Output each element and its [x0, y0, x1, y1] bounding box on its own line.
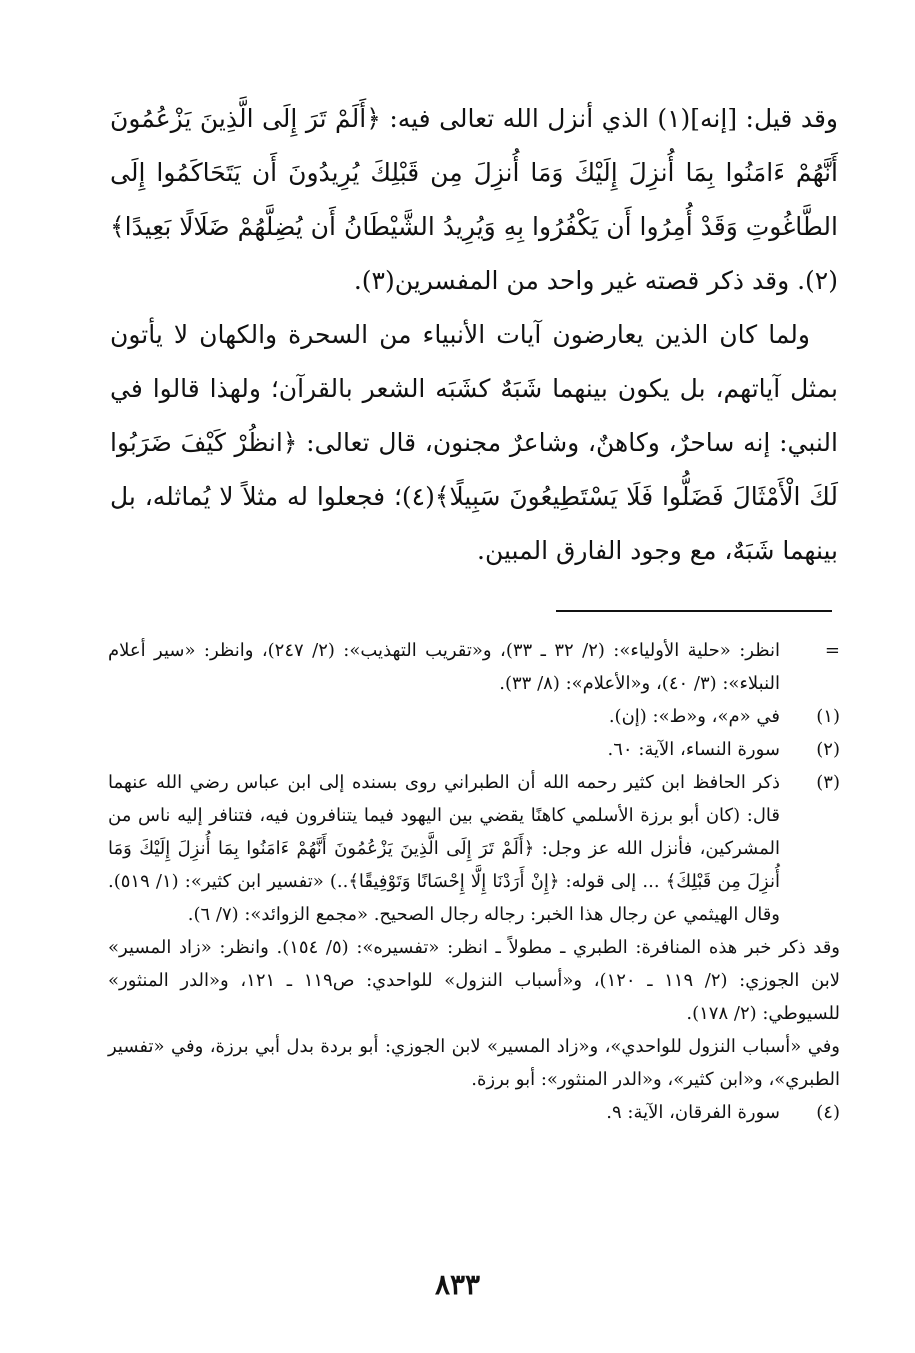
main-text — [110, 92, 838, 578]
footnote-number: (٣) — [816, 772, 840, 793]
footnote-text: سورة الفرقان، الآية: ٩. — [606, 1102, 780, 1123]
footnote-number: (٤) — [816, 1102, 840, 1123]
footnote-3-continued-b — [108, 1030, 840, 1096]
footnote-text: وفي «أسباب النزول للواحدي»، و«زاد المسير» لابن الجوزي: أبو بردة بدل أبي برزة، وفي «تفسير الطبري»، و«ابن كثير»، و«الدر المنثور»: أبو برزة. — [108, 1036, 840, 1090]
footnote-marker: = — [824, 640, 840, 661]
footnote-text: في «م»، و«ط»: (إن). — [608, 706, 780, 727]
footnote-number: (٢) — [816, 739, 840, 760]
footnote-4 — [108, 1096, 840, 1129]
footnote-text: سورة النساء، الآية: ٦٠. — [607, 739, 780, 760]
footnote-text: انظر: «حلية الأولياء»: (٢/ ٣٢ ـ ٣٣)، و«تقريب التهذيب»: (٢/ ٢٤٧)، وانظر: «سير أعلام النبلاء»: (٣/ ٤٠)، و«الأعلام»: (٨/ ٣٣). — [108, 640, 781, 694]
footnote-3 — [108, 766, 840, 931]
paragraph-1: وقد قيل: [إنه](١) الذي أنزل الله تعالى فيه: ﴿أَلَمْ تَرَ إِلَى الَّذِينَ يَزْعُمُونَ أَنَّهُمْ ءَامَنُوا بِمَا أُنزِلَ إِلَيْكَ وَمَا أُنزِلَ مِن قَبْلِكَ يُرِيدُونَ أَن يَتَحَاكَمُوا إِلَى الطَّاغُوتِ وَقَدْ أُمِرُوا أَن يَكْفُرُوا بِهِ وَيُرِيدُ الشَّيْطَانُ أَن يُضِلَّهُمْ ضَلَالًا بَعِيدًا﴾(٢). وقد ذكر قصته غير واحد من المفسرين(٣). — [110, 104, 838, 295]
page-number: ٨٣٣ — [434, 1268, 481, 1301]
footnote-continuation — [108, 634, 840, 700]
footnote-number: (١) — [816, 706, 840, 727]
footnotes — [108, 634, 840, 1129]
footnote-text: ذكر الحافظ ابن كثير رحمه الله أن الطبراني روى بسنده إلى ابن عباس رضي الله عنهما قال: (كان أبو برزة الأسلمي كاهنًا يقضي بين اليهود فيما يتنافرون فيه، فتنافر إليه ناس من المشركين، فأنزل الله عز وجل: ﴿أَلَمْ تَرَ إِلَى الَّذِينَ يَزْعُمُونَ أَنَّهُمْ ءَامَنُوا بِمَا أُنزِلَ إِلَيْكَ وَمَا أُنزِلَ مِن قَبْلِكَ﴾ ... إلى قوله: ﴿إِنْ أَرَدْنَا إِلَّا إِحْسَانًا وَتَوْفِيقًا﴾..) «تفسير ابن كثير»: (١/ ٥١٩). وقال الهيثمي عن رجال هذا الخبر: رجاله رجال الصحيح. «مجمع الزوائد»: (٧/ ٦). — [108, 772, 781, 925]
footnote-text: وقد ذكر خبر هذه المنافرة: الطبري ـ مطولاً ـ انظر: «تفسيره»: (٥/ ١٥٤). وانظر: «زاد المسير» لابن الجوزي: (٢/ ١١٩ ـ ١٢٠)، و«أسباب النزول» للواحدي: ص١١٩ ـ ١٢١، و«الدر المنثور» للسيوطي: (٢/ ١٧٨). — [108, 937, 841, 1024]
paragraph-2: ولما كان الذين يعارضون آيات الأنبياء من السحرة والكهان لا يأتون بمثل آياتهم، بل يكون بينهما شَبَهٌ كشَبَه الشعر بالقرآن؛ ولهذا قالوا في النبي: إنه ساحرٌ، وكاهنٌ، وشاعرٌ مجنون، قال تعالى: ﴿انظُرْ كَيْفَ ضَرَبُوا لَكَ الْأَمْثَالَ فَضَلُّوا فَلَا يَسْتَطِيعُونَ سَبِيلًا﴾(٤)؛ فجعلوا له مثلاً لا يُماثله، بل بينهما شَبَهٌ، مع وجود الفارق المبين. — [110, 320, 838, 565]
footnote-separator — [556, 610, 832, 612]
footnote-1 — [108, 700, 840, 733]
footnote-3-continued-a — [108, 931, 840, 1030]
footnote-2 — [108, 733, 840, 766]
